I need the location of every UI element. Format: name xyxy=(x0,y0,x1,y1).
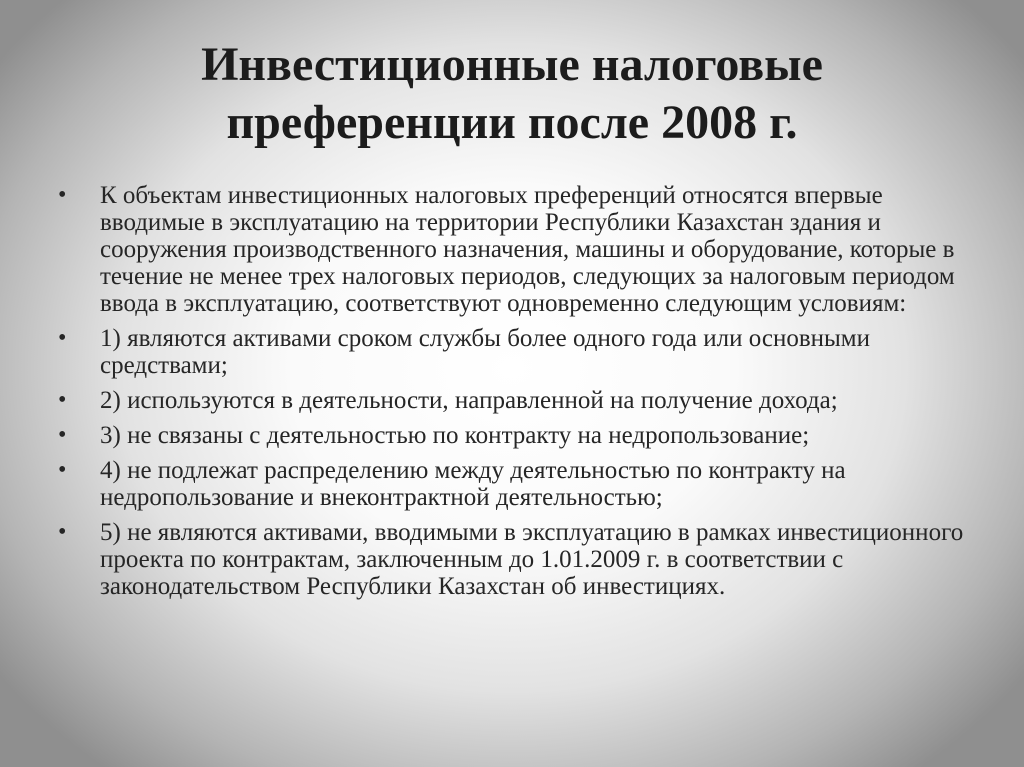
bullet-item-condition-4 xyxy=(58,457,968,511)
bullet-marker: • xyxy=(58,457,67,483)
slide-title-line-1: Инвестиционные налоговые xyxy=(201,38,823,91)
bullet-marker: • xyxy=(58,422,67,448)
bullet-marker: • xyxy=(58,519,67,545)
slide-title-line-2: преференции после 2008 г. xyxy=(226,96,798,149)
bullet-item-intro xyxy=(58,182,968,317)
bullet-text: 3) не связаны с деятельностью по контракту на недропользование; xyxy=(100,422,810,449)
bullet-item-condition-1 xyxy=(58,325,968,379)
bullet-text: 1) являются активами сроком службы более одного года или основными средствами; xyxy=(100,325,871,379)
bullet-marker: • xyxy=(58,182,67,208)
bullet-list xyxy=(58,182,968,608)
bullet-text: К объектам инвестиционных налоговых преференций относятся впервые вводимые в эксплуатацию на территории Республики Казахстан здания и сооружения производственного назначения, машины и оборудование, которые в течение не менее трех налоговых периодов, следующих за налоговым периодом ввода в эксплуатацию, соответствуют одновременно следующим условиям: xyxy=(100,182,955,317)
bullet-item-condition-2 xyxy=(58,387,968,414)
bullet-marker: • xyxy=(58,387,67,413)
bullet-item-condition-5 xyxy=(58,519,968,600)
bullet-text: 4) не подлежат распределению между деятельностью по контракту на недропользование и внеконтрактной деятельностью; xyxy=(100,457,846,511)
slide-title xyxy=(60,36,964,152)
bullet-text: 2) используются в деятельности, направленной на получение дохода; xyxy=(100,387,838,414)
bullet-marker: • xyxy=(58,325,67,351)
bullet-item-condition-3 xyxy=(58,422,968,449)
bullet-text: 5) не являются активами, вводимыми в эксплуатацию в рамках инвестиционного проекта по контрактам, заключенным до 1.01.2009 г. в соответствии с законодательством Республики Казахстан об инвестициях. xyxy=(100,519,964,600)
